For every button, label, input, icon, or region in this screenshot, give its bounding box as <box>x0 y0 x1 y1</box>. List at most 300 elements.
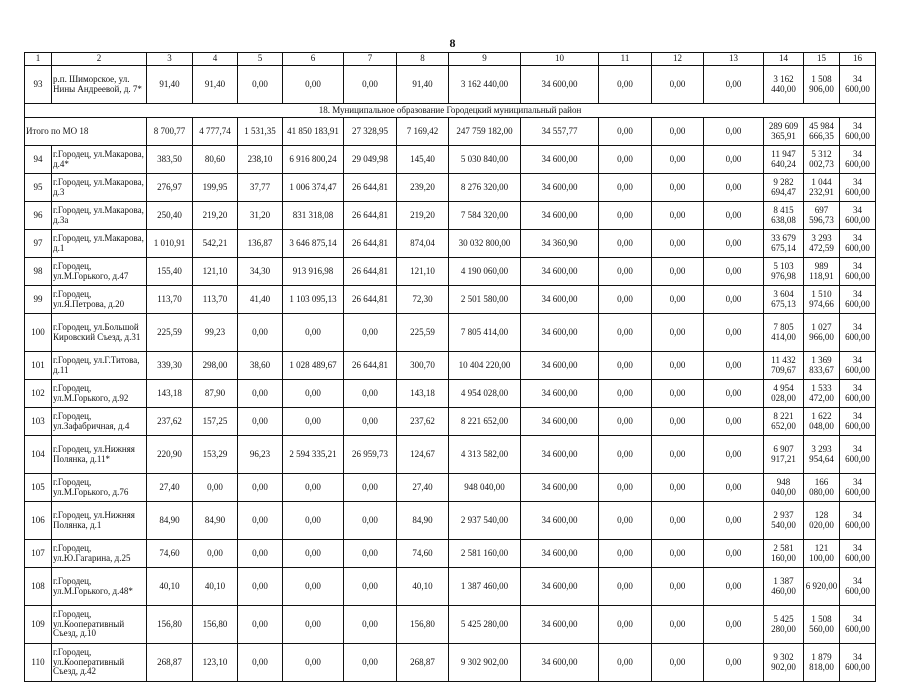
table-cell: 11 947 640,24 <box>764 146 804 174</box>
table-cell: 0,00 <box>704 540 764 568</box>
table-cell: 97 <box>25 230 52 258</box>
table-cell: 3 604 675,13 <box>764 286 804 314</box>
table-cell: 237,62 <box>147 408 193 436</box>
table-cell: 40,10 <box>397 568 449 606</box>
table-cell: 0,00 <box>599 314 652 352</box>
table-cell: 6 <box>283 53 344 66</box>
table-cell: 0,00 <box>344 644 397 682</box>
table-cell: 84,90 <box>397 502 449 540</box>
table-cell: 0,00 <box>704 174 764 202</box>
table-cell: 110 <box>25 644 52 682</box>
table-cell: 8 221 652,00 <box>764 408 804 436</box>
table-cell: 33 679 675,14 <box>764 230 804 258</box>
table-cell: 34 600,00 <box>840 118 876 146</box>
table-cell: 26 644,81 <box>344 230 397 258</box>
table-cell: 7 805 414,00 <box>449 314 521 352</box>
table-cell: 250,40 <box>147 202 193 230</box>
table-cell: 4 313 582,00 <box>449 436 521 474</box>
table-cell: 1 028 489,67 <box>283 352 344 380</box>
table-cell: г.Городец, ул.Макарова, д.4* <box>52 146 147 174</box>
table-cell: 157,25 <box>193 408 238 436</box>
table-cell: 107 <box>25 540 52 568</box>
table-cell: 34 600,00 <box>521 66 599 104</box>
table-cell: 0,00 <box>704 474 764 502</box>
table-cell: 0,00 <box>652 474 704 502</box>
table-cell: 93 <box>25 66 52 104</box>
table-cell: 8 700,77 <box>147 118 193 146</box>
table-cell: 0,00 <box>599 540 652 568</box>
section-row <box>25 104 876 118</box>
table-cell: 109 <box>25 606 52 644</box>
table-cell: 5 103 976,98 <box>764 258 804 286</box>
table-cell: 4 954 028,00 <box>764 380 804 408</box>
table-cell: 34 600,00 <box>521 286 599 314</box>
table-cell: 34 600,00 <box>840 380 876 408</box>
table-cell: 0,00 <box>652 540 704 568</box>
table-cell: 34 600,00 <box>840 230 876 258</box>
table-cell: 339,30 <box>147 352 193 380</box>
table-cell: 0,00 <box>599 352 652 380</box>
table-cell: 9 302 902,00 <box>764 644 804 682</box>
table-cell: 0,00 <box>283 380 344 408</box>
table-cell: 0,00 <box>704 286 764 314</box>
table-cell: 96 <box>25 202 52 230</box>
table-cell: 0,00 <box>704 202 764 230</box>
table-cell: 542,21 <box>193 230 238 258</box>
table-cell: 0,00 <box>652 314 704 352</box>
table-cell: 128 020,00 <box>804 502 840 540</box>
table-cell: г.Городец, ул.Зафабричная, д.4 <box>52 408 147 436</box>
table-cell: 102 <box>25 380 52 408</box>
table-cell: 27,40 <box>397 474 449 502</box>
table-cell: 0,00 <box>599 474 652 502</box>
table-cell: 0,00 <box>704 258 764 286</box>
table-cell: 156,80 <box>147 606 193 644</box>
table-row <box>25 606 876 644</box>
table-cell: 143,18 <box>147 380 193 408</box>
table-cell: 6 916 800,24 <box>283 146 344 174</box>
table-cell: 26 644,81 <box>344 174 397 202</box>
table-cell: 1 533 472,00 <box>804 380 840 408</box>
table-cell: 1 387 460,00 <box>449 568 521 606</box>
table-cell: 1 510 974,66 <box>804 286 840 314</box>
table-cell: 0,00 <box>652 66 704 104</box>
table-cell: 29 049,98 <box>344 146 397 174</box>
table-cell: 0,00 <box>652 146 704 174</box>
table-cell: г.Городец, ул.М.Горького, д.48* <box>52 568 147 606</box>
table-cell: 989 118,91 <box>804 258 840 286</box>
table-cell: 91,40 <box>193 66 238 104</box>
table-cell: 5 312 002,73 <box>804 146 840 174</box>
table-cell: 84,90 <box>147 502 193 540</box>
table-cell: 0,00 <box>652 502 704 540</box>
table-cell: 238,10 <box>238 146 283 174</box>
table-cell: 34 600,00 <box>840 202 876 230</box>
table-cell: 0,00 <box>344 408 397 436</box>
table-cell: 1 027 966,00 <box>804 314 840 352</box>
table-cell: 276,97 <box>147 174 193 202</box>
table-cell: 0,00 <box>283 644 344 682</box>
table-cell: 0,00 <box>704 118 764 146</box>
table-cell: 5 425 280,00 <box>449 606 521 644</box>
table-cell: 0,00 <box>599 380 652 408</box>
table-row <box>25 474 876 502</box>
table-cell: 0,00 <box>652 286 704 314</box>
table-cell: 41 850 183,91 <box>283 118 344 146</box>
table-cell: 0,00 <box>238 474 283 502</box>
table-cell: 247 759 182,00 <box>449 118 521 146</box>
table-cell: 0,00 <box>599 568 652 606</box>
table-cell: 34 600,00 <box>840 66 876 104</box>
table-cell: 108 <box>25 568 52 606</box>
table-cell: 74,60 <box>147 540 193 568</box>
table-cell: 40,10 <box>147 568 193 606</box>
table-cell: 26 644,81 <box>344 202 397 230</box>
table-cell: 2 581 160,00 <box>764 540 804 568</box>
table-cell: г.Городец, ул.Нижняя Полянка, д.1 <box>52 502 147 540</box>
table-cell: 0,00 <box>283 568 344 606</box>
table-cell: 91,40 <box>147 66 193 104</box>
table-cell: 225,59 <box>147 314 193 352</box>
table-cell: 1 010,91 <box>147 230 193 258</box>
table-cell: г.Городец, ул.Кооперативный Съезд, д.42 <box>52 644 147 682</box>
table-cell: 1 044 232,91 <box>804 174 840 202</box>
table-cell: г.Городец, ул.Ю.Гагарина, д.25 <box>52 540 147 568</box>
table-cell: 948 040,00 <box>764 474 804 502</box>
table-cell: 106 <box>25 502 52 540</box>
table-cell: 383,50 <box>147 146 193 174</box>
table-cell: 34 600,00 <box>840 502 876 540</box>
column-header-row <box>25 53 876 66</box>
table-cell: 3 646 875,14 <box>283 230 344 258</box>
table-cell: 0,00 <box>283 502 344 540</box>
table-cell: 0,00 <box>599 202 652 230</box>
table-row <box>25 540 876 568</box>
table-cell: 0,00 <box>238 644 283 682</box>
table-cell: 105 <box>25 474 52 502</box>
table-cell: 4 190 060,00 <box>449 258 521 286</box>
table-cell: 0,00 <box>704 408 764 436</box>
table-cell: 948 040,00 <box>449 474 521 502</box>
table-cell: 34 600,00 <box>840 540 876 568</box>
table-cell: 0,00 <box>704 146 764 174</box>
table-cell: 10 404 220,00 <box>449 352 521 380</box>
table-cell: 8 <box>397 53 449 66</box>
table-cell: 0,00 <box>238 502 283 540</box>
table-cell: 5 030 840,00 <box>449 146 521 174</box>
table-cell: 11 432 709,67 <box>764 352 804 380</box>
table-cell: 26 644,81 <box>344 352 397 380</box>
table-cell: 0,00 <box>704 352 764 380</box>
table-cell: 0,00 <box>704 380 764 408</box>
table-cell: 136,87 <box>238 230 283 258</box>
table-cell: 1 508 906,00 <box>804 66 840 104</box>
table-cell: 6 920,00 <box>804 568 840 606</box>
table-cell: 0,00 <box>652 408 704 436</box>
table-row <box>25 644 876 682</box>
table-cell: 99,23 <box>193 314 238 352</box>
table-cell: 0,00 <box>599 408 652 436</box>
table-cell: 104 <box>25 436 52 474</box>
table-cell: 6 907 917,21 <box>764 436 804 474</box>
table-cell: 0,00 <box>283 606 344 644</box>
table-cell: 34 600,00 <box>840 408 876 436</box>
table-cell: 0,00 <box>704 644 764 682</box>
total-row <box>25 118 876 146</box>
table-cell: 0,00 <box>283 66 344 104</box>
table-cell: 72,30 <box>397 286 449 314</box>
table-cell: 268,87 <box>397 644 449 682</box>
table-row <box>25 202 876 230</box>
table-cell: 103 <box>25 408 52 436</box>
table-cell: 2 937 540,00 <box>449 502 521 540</box>
table-cell: 219,20 <box>193 202 238 230</box>
table-cell: г.Городец, ул.Нижняя Полянка, д.11* <box>52 436 147 474</box>
table-cell: 0,00 <box>599 606 652 644</box>
table-cell: 34 600,00 <box>521 174 599 202</box>
table-cell: 1 879 818,00 <box>804 644 840 682</box>
table-cell: 34 600,00 <box>840 606 876 644</box>
table-cell: 0,00 <box>344 474 397 502</box>
table-cell: 0,00 <box>599 230 652 258</box>
table-cell: 0,00 <box>344 606 397 644</box>
table-row <box>25 352 876 380</box>
table-cell: 34 600,00 <box>521 606 599 644</box>
table-cell: 11 <box>599 53 652 66</box>
table-cell: 4 954 028,00 <box>449 380 521 408</box>
table-cell: 34 600,00 <box>521 502 599 540</box>
table-cell: 0,00 <box>344 540 397 568</box>
page-number: 8 <box>449 36 456 50</box>
table-row <box>25 230 876 258</box>
table-cell: 2 581 160,00 <box>449 540 521 568</box>
table-cell: 0,00 <box>704 66 764 104</box>
table-cell: р.п. Шиморское, ул. Нины Андреевой, д. 7* <box>52 66 147 104</box>
table-cell: 9 302 902,00 <box>449 644 521 682</box>
table-cell: 31,20 <box>238 202 283 230</box>
table-cell: 0,00 <box>238 314 283 352</box>
table-cell: г.Городец, ул.Г.Титова, д.11 <box>52 352 147 380</box>
table-cell: 0,00 <box>344 502 397 540</box>
table-cell: 0,00 <box>652 568 704 606</box>
table-cell: 121 100,00 <box>804 540 840 568</box>
table-row <box>25 568 876 606</box>
table-cell: 121,10 <box>193 258 238 286</box>
table-cell: 26 644,81 <box>344 286 397 314</box>
table-row <box>25 66 876 104</box>
table-cell: 34 557,77 <box>521 118 599 146</box>
table-row <box>25 314 876 352</box>
table-cell: 34 600,00 <box>521 644 599 682</box>
table-cell: 3 293 472,59 <box>804 230 840 258</box>
table-cell: 0,00 <box>704 568 764 606</box>
table-cell: 0,00 <box>283 408 344 436</box>
table-cell: 0,00 <box>599 66 652 104</box>
table-cell: 1 531,35 <box>238 118 283 146</box>
table-cell: 0,00 <box>599 644 652 682</box>
table-cell: 0,00 <box>344 66 397 104</box>
table-row <box>25 174 876 202</box>
table-cell: 27 328,95 <box>344 118 397 146</box>
table-row <box>25 286 876 314</box>
table-cell: 124,67 <box>397 436 449 474</box>
table-cell: 1 006 374,47 <box>283 174 344 202</box>
table-cell: 0,00 <box>193 540 238 568</box>
table-cell: 0,00 <box>599 502 652 540</box>
table-cell: 34 600,00 <box>521 380 599 408</box>
table-cell: 34 600,00 <box>840 286 876 314</box>
table-cell: 34 600,00 <box>521 314 599 352</box>
table-cell: 41,40 <box>238 286 283 314</box>
table-cell: г.Городец, ул.М.Горького, д.47 <box>52 258 147 286</box>
table-cell: г.Городец, ул.Большой Кировский Съезд, д.31 <box>52 314 147 352</box>
table-cell: 2 937 540,00 <box>764 502 804 540</box>
table-cell: г.Городец, ул.М.Горького, д.92 <box>52 380 147 408</box>
table-cell: 5 <box>238 53 283 66</box>
table-cell: 155,40 <box>147 258 193 286</box>
table-cell: 220,90 <box>147 436 193 474</box>
table-cell: 80,60 <box>193 146 238 174</box>
table-cell: 0,00 <box>652 202 704 230</box>
table-cell: 1 387 460,00 <box>764 568 804 606</box>
table-cell: 121,10 <box>397 258 449 286</box>
table-cell: 0,00 <box>238 66 283 104</box>
table-cell: 15 <box>804 53 840 66</box>
table-cell: 0,00 <box>704 502 764 540</box>
table-cell: 225,59 <box>397 314 449 352</box>
table-row <box>25 408 876 436</box>
table-cell: 3 162 440,00 <box>764 66 804 104</box>
table-cell: 0,00 <box>704 436 764 474</box>
table-cell: 0,00 <box>704 606 764 644</box>
table-cell: 0,00 <box>599 174 652 202</box>
table-cell: 0,00 <box>344 314 397 352</box>
table-cell: 298,00 <box>193 352 238 380</box>
table-cell: 99 <box>25 286 52 314</box>
table-cell: г.Городец, ул.М.Горького, д.76 <box>52 474 147 502</box>
table-cell: 0,00 <box>704 230 764 258</box>
table-cell: 2 <box>52 53 147 66</box>
table-cell: 96,23 <box>238 436 283 474</box>
table-cell: 0,00 <box>599 146 652 174</box>
table-cell: 7 <box>344 53 397 66</box>
table-cell: 0,00 <box>344 568 397 606</box>
table-cell: 9 <box>449 53 521 66</box>
table-cell: 34 600,00 <box>840 568 876 606</box>
table-cell: 1 508 560,00 <box>804 606 840 644</box>
table-cell: 0,00 <box>652 380 704 408</box>
table-cell: 0,00 <box>599 286 652 314</box>
table-cell: 74,60 <box>397 540 449 568</box>
table-cell: 0,00 <box>652 174 704 202</box>
table-cell: 101 <box>25 352 52 380</box>
table-cell: 34 600,00 <box>521 474 599 502</box>
table-cell: 27,40 <box>147 474 193 502</box>
table-cell: 156,80 <box>193 606 238 644</box>
table-cell: 26 959,73 <box>344 436 397 474</box>
table-cell: 0,00 <box>238 408 283 436</box>
table-row <box>25 258 876 286</box>
table-cell: г.Городец, ул.Макарова, д.3 <box>52 174 147 202</box>
table-cell: 14 <box>764 53 804 66</box>
table-cell: 34 600,00 <box>521 408 599 436</box>
table-cell: 7 169,42 <box>397 118 449 146</box>
table-cell: 0,00 <box>344 380 397 408</box>
table-cell: 156,80 <box>397 606 449 644</box>
table-cell: 0,00 <box>599 436 652 474</box>
table-cell: 34 600,00 <box>840 644 876 682</box>
table-cell: 34 600,00 <box>840 314 876 352</box>
table-cell: 3 162 440,00 <box>449 66 521 104</box>
table-row <box>25 146 876 174</box>
table-cell: 237,62 <box>397 408 449 436</box>
table-cell: 8 276 320,00 <box>449 174 521 202</box>
table-cell: 3 <box>147 53 193 66</box>
table-cell: 0,00 <box>193 474 238 502</box>
table-cell: 153,29 <box>193 436 238 474</box>
table-row <box>25 380 876 408</box>
table-cell: 34 600,00 <box>521 258 599 286</box>
table-cell: 0,00 <box>652 606 704 644</box>
table-cell: 0,00 <box>283 540 344 568</box>
table-cell: 0,00 <box>652 118 704 146</box>
table-cell: 0,00 <box>283 474 344 502</box>
table-cell: 0,00 <box>599 118 652 146</box>
table-cell: 1 622 048,00 <box>804 408 840 436</box>
section-title: 18. Муниципальное образование Городецкий муниципальный район <box>25 104 876 118</box>
table-cell: 98 <box>25 258 52 286</box>
table-cell: 34 600,00 <box>840 174 876 202</box>
table-cell: 0,00 <box>238 380 283 408</box>
table-cell: 38,60 <box>238 352 283 380</box>
table-cell: 30 032 800,00 <box>449 230 521 258</box>
table-cell: 166 080,00 <box>804 474 840 502</box>
table-cell: 697 596,73 <box>804 202 840 230</box>
table-row <box>25 436 876 474</box>
table-cell: 34 600,00 <box>521 568 599 606</box>
table-cell: 26 644,81 <box>344 258 397 286</box>
table-cell: г.Городец, ул.Макарова, д.3а <box>52 202 147 230</box>
table-cell: 289 609 365,91 <box>764 118 804 146</box>
table-cell: 94 <box>25 146 52 174</box>
data-table <box>24 52 876 682</box>
table-cell: 34 600,00 <box>840 474 876 502</box>
table-cell: 0,00 <box>652 230 704 258</box>
table-cell: 87,90 <box>193 380 238 408</box>
table-cell: 239,20 <box>397 174 449 202</box>
table-cell: 8 221 652,00 <box>449 408 521 436</box>
table-cell: 1 369 833,67 <box>804 352 840 380</box>
table-cell: 113,70 <box>193 286 238 314</box>
table-cell: 10 <box>521 53 599 66</box>
table-cell: 4 777,74 <box>193 118 238 146</box>
table-cell: 91,40 <box>397 66 449 104</box>
table-cell: 40,10 <box>193 568 238 606</box>
table-cell: 874,04 <box>397 230 449 258</box>
table-cell: 5 425 280,00 <box>764 606 804 644</box>
table-cell: 0,00 <box>238 540 283 568</box>
table-cell: 34 360,90 <box>521 230 599 258</box>
table-cell: г.Городец, ул.Кооперативный Съезд, д.10 <box>52 606 147 644</box>
table-cell: г.Городец, ул.Я.Петрова, д.20 <box>52 286 147 314</box>
table-cell: 300,70 <box>397 352 449 380</box>
table-cell: 34 600,00 <box>840 258 876 286</box>
table-cell: 0,00 <box>238 568 283 606</box>
table-cell: 84,90 <box>193 502 238 540</box>
table-cell: 2 501 580,00 <box>449 286 521 314</box>
table-cell: 34 600,00 <box>840 352 876 380</box>
table-cell: 8 415 638,08 <box>764 202 804 230</box>
